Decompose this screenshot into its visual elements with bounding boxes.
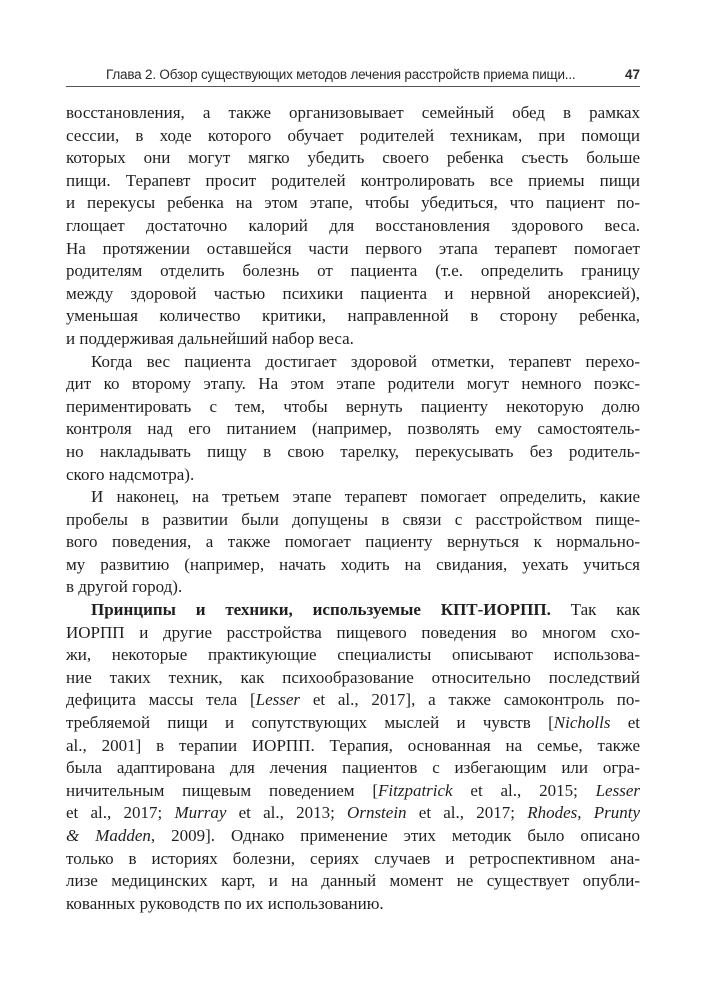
text-segment: восстановления, а также организовывает семейный обед в рамках xyxy=(66,103,640,122)
text-segment: сессии, в ходе которого обучает родителей техникам, при помощи xyxy=(66,125,640,145)
text-line xyxy=(66,215,640,238)
text-line xyxy=(66,441,640,464)
text-segment: ние таких техник, как психообразование относительно последствий xyxy=(66,667,640,687)
text-line xyxy=(66,509,640,532)
text-line xyxy=(66,464,640,487)
text-line xyxy=(66,622,640,645)
text-line xyxy=(66,283,640,306)
text-line xyxy=(66,554,640,577)
text-segment: et xyxy=(610,713,640,733)
text-segment: дит ко второму этапу. На этом этапе родители могут немного поэкс- xyxy=(66,374,640,394)
text-line xyxy=(66,802,640,825)
citation-author: Lesser xyxy=(595,780,640,800)
text-line xyxy=(66,531,640,554)
text-line xyxy=(66,757,640,780)
body-text xyxy=(66,102,640,915)
text-line xyxy=(66,305,640,328)
citation-author: Nicholls xyxy=(553,713,611,733)
text-segment: , 2009]. Однако применение этих методик было описано xyxy=(150,826,640,845)
text-line xyxy=(66,125,640,148)
text-line xyxy=(66,735,640,758)
text-segment: вого поведения, а также помогает пациенту вернуться к нормально- xyxy=(66,532,640,552)
text-segment: пробелы в развитии были допущены в связи с расстройством пище- xyxy=(66,509,640,529)
citation-author: Ornstein xyxy=(347,803,407,823)
text-segment: et al., 2017; xyxy=(406,803,528,823)
text-segment: уменьшая количество критики, направленной в сторону ребенка, xyxy=(66,306,640,326)
text-line xyxy=(66,351,640,374)
text-line xyxy=(66,486,640,509)
text-segment: и поддерживая дальнейший набор веса. xyxy=(66,328,354,348)
text-line xyxy=(66,373,640,396)
text-segment: et al., 2015; xyxy=(452,780,596,800)
text-line xyxy=(66,825,640,848)
text-line xyxy=(66,644,640,667)
text-segment: требляемой пищи и сопутствующих мыслей и чувств [ xyxy=(66,713,554,733)
text-line xyxy=(66,667,640,690)
text-segment: глощает достаточно калорий для восстановления здорового веса. xyxy=(66,215,640,235)
text-segment: между здоровой частью психики пациента и нервной анорексией), xyxy=(66,283,640,303)
text-segment: жи, некоторые практикующие специалисты описывают использова- xyxy=(66,645,640,665)
text-segment: ИОРПП и другие расстройства пищевого поведения во многом схо- xyxy=(66,622,640,642)
text-segment: му развитию (например, начать ходить на свидания, уехать учиться xyxy=(66,554,640,574)
text-line xyxy=(66,328,640,351)
text-segment: Так как xyxy=(550,600,640,620)
text-segment: ского надсмотра). xyxy=(66,464,195,484)
running-header xyxy=(66,66,640,87)
text-line xyxy=(66,893,640,916)
text-segment: et al., 2013; xyxy=(226,803,348,823)
text-segment: периментировать с тем, чтобы вернуть пациенту некоторую долю xyxy=(66,396,640,416)
text-line xyxy=(66,599,640,622)
chapter-title: Глава 2. Обзор существующих методов лечения расстройств приема пищи... xyxy=(106,67,576,82)
citation-author: & Madden xyxy=(66,826,151,845)
text-segment: al., 2001] в терапии ИОРПП. Терапия, основанная на семье, также xyxy=(66,735,640,755)
text-segment: но накладывать пищу в свою тарелку, перекусывать без родитель- xyxy=(66,441,640,461)
text-segment: кованных руководств по их использованию. xyxy=(66,893,384,913)
text-line xyxy=(66,147,640,170)
text-segment: и перекусы ребенка на этом этапе, чтобы убедиться, что пациент по- xyxy=(66,193,640,213)
text-line xyxy=(66,576,640,599)
text-line xyxy=(66,870,640,893)
text-line xyxy=(66,260,640,283)
text-segment: только в историях болезни, сериях случаев и ретроспективном ана- xyxy=(66,848,640,868)
citation-author: Lesser xyxy=(255,690,301,710)
text-line xyxy=(66,780,640,803)
citation-author: Rhodes, Prunty xyxy=(527,803,640,823)
citation-author: Fitzpatrick xyxy=(378,780,453,800)
text-segment: контроля над его питанием (например, позволять ему самостоятель- xyxy=(66,419,640,439)
text-segment: пищи. Терапевт просит родителей контролировать все приемы пищи xyxy=(66,170,640,190)
text-line xyxy=(66,102,640,125)
text-segment: родителям отделить болезнь от пациента (т.е. определить границу xyxy=(66,261,640,281)
text-segment: ничительным пищевым поведением [ xyxy=(66,780,378,800)
text-segment: была адаптирована для лечения пациентов с избегающим или огра- xyxy=(66,758,640,778)
text-segment: Когда вес пациента достигает здоровой отметки, терапевт перехо- xyxy=(91,351,640,371)
text-segment: в другой город). xyxy=(66,577,183,597)
text-segment: которых они могут мягко убедить своего ребенка съесть больше xyxy=(66,148,640,168)
text-segment: et al., 2017], а также самоконтроль по- xyxy=(300,690,640,710)
text-line xyxy=(66,848,640,871)
text-line xyxy=(66,418,640,441)
text-line xyxy=(66,170,640,193)
text-segment: И наконец, на третьем этапе терапевт помогает определить, какие xyxy=(91,487,640,507)
text-line xyxy=(66,396,640,419)
bold-heading-text: Принципы и техники, используемые КПТ-ИОРПП. xyxy=(91,600,551,620)
text-line xyxy=(66,689,640,712)
text-segment: дефицита массы тела [ xyxy=(66,690,256,710)
text-line xyxy=(66,192,640,215)
text-segment: лизе медицинских карт, и на данный момент не существует опубли- xyxy=(66,871,640,891)
text-line xyxy=(66,712,640,735)
text-segment: et al., 2017; xyxy=(66,803,175,823)
page-number: 47 xyxy=(624,67,640,82)
text-line xyxy=(66,238,640,261)
text-segment: На протяжении оставшейся части первого этапа терапевт помогает xyxy=(66,238,640,258)
citation-author: Murray xyxy=(174,803,227,823)
